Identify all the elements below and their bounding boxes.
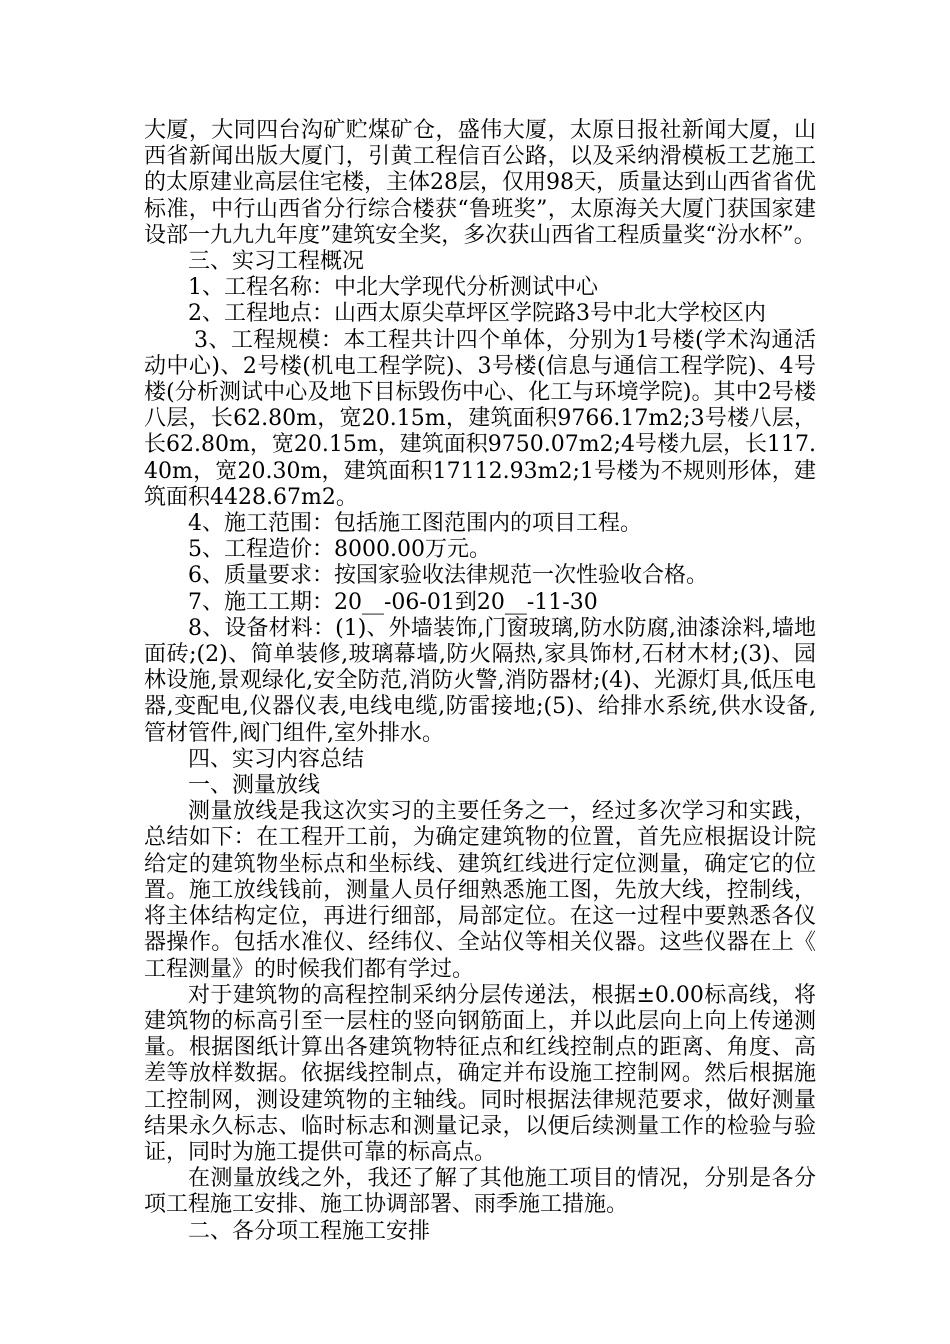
subheading-surveying: 一、测量放线 bbox=[188, 773, 321, 799]
item-project-name: 1、工程名称：中北大学现代分析测试中心 bbox=[188, 275, 598, 301]
section-heading-project-overview: 三、实习工程概况 bbox=[188, 249, 365, 275]
item-project-location: 2、工程地点：山西太原尖草坪区学院路3号中北大学校区内 bbox=[188, 301, 766, 327]
item-quality-requirement: 6、质量要求：按国家验收法律规范一次性验收合格。 bbox=[188, 563, 708, 589]
document-page bbox=[144, 118, 816, 1245]
paragraph-elevation-control: 对于建筑物的高程控制采纳分层传递法，根据±0.00标高线，将建筑物的标高引至一层柱的竖向钢筋面上，并以此层向上向上传递测量。根据图纸计算出各建筑物特征点和红线控制点的距离、角度、高差等放样数据。依据线控制点，确定并布设施工控制网。然后根据施工控制网，测设建筑物的主轴线。同时根据法律规范要求，做好测量结果永久标志、临时标志和测量记录，以便后续测量工作的检验与验证，同时为施工提供可靠的标高点。 bbox=[144, 982, 816, 1165]
item-project-cost: 5、工程造价：8000.00万元。 bbox=[188, 537, 491, 563]
paragraph-company-honors: 大厦，大同四台沟矿贮煤矿仓，盛伟大厦，太原日报社新闻大厦，山西省新闻出版大厦门，引黄工程信百公路，以及采纳滑模板工艺施工的太原建业高层住宅楼，主体28层，仅用98天，质量达到山西省省优标准，中行山西省分行综合楼获“鲁班奖”，太原海关大厦门获国家建设部一九九九年度”建筑安全奖，多次获山西省工程质量奖“汾水杯”。 bbox=[144, 118, 816, 248]
item-project-scale: 3、工程规模：本工程共计四个单体，分别为1号楼(学术沟通活动中心)、2号楼(机电工程学院)、3号楼(信息与通信工程学院)、4号楼(分析测试中心及地下目标毁伤中心、化工与环境学院)。其中2号楼八层，长62.80m，宽20.15m，建筑面积9766.17m2;3号楼八层，长62.80m，宽20.15m，建筑面积9750.07m2;4号楼九层，长117.40m，宽20.30m，建筑面积17112.93m2;1号楼为不规则形体，建筑面积4428.67m2。 bbox=[144, 327, 816, 510]
item-equipment-materials: 8、设备材料：(1)、外墙装饰,门窗玻璃,防水防腐,油漆涂料,墙地面砖;(2)、简单装修,玻璃幕墙,防火隔热,家具饰材,石材木材;(3)、园林设施,景观绿化,安全防范,消防火警,消防器材;(4)、光源灯具,低压电器,变配电,仪器仪表,电线电缆,防雷接地;(5)、给排水系统,供水设备,管材管件,阀门组件,室外排水。 bbox=[144, 615, 816, 746]
item-construction-period: 7、施工工期：20__-06-01到20__-11-30 bbox=[188, 589, 598, 615]
item-construction-scope: 4、施工范围：包括施工图范围内的项目工程。 bbox=[188, 511, 642, 537]
subheading-subitem-arrangement: 二、各分项工程施工安排 bbox=[188, 1218, 431, 1244]
section-heading-internship-summary: 四、实习内容总结 bbox=[188, 746, 365, 772]
paragraph-other-projects: 在测量放线之外，我还了解了其他施工项目的情况，分别是各分项工程施工安排、施工协调部署、雨季施工措施。 bbox=[144, 1166, 816, 1218]
paragraph-surveying-overview: 测量放线是我这次实习的主要任务之一，经过多次学习和实践，总结如下：在工程开工前，为确定建筑物的位置，首先应根据设计院给定的建筑物坐标点和坐标线、建筑红线进行定位测量，确定它的位置。施工放线钱前，测量人员仔细熟悉施工图，先放大线，控制线，将主体结构定位，再进行细部，局部定位。在这一过程中要熟悉各仪器操作。包括水准仪、经纬仪、全站仪等相关仪器。这些仪器在上《工程测量》的时候我们都有学过。 bbox=[144, 799, 816, 982]
